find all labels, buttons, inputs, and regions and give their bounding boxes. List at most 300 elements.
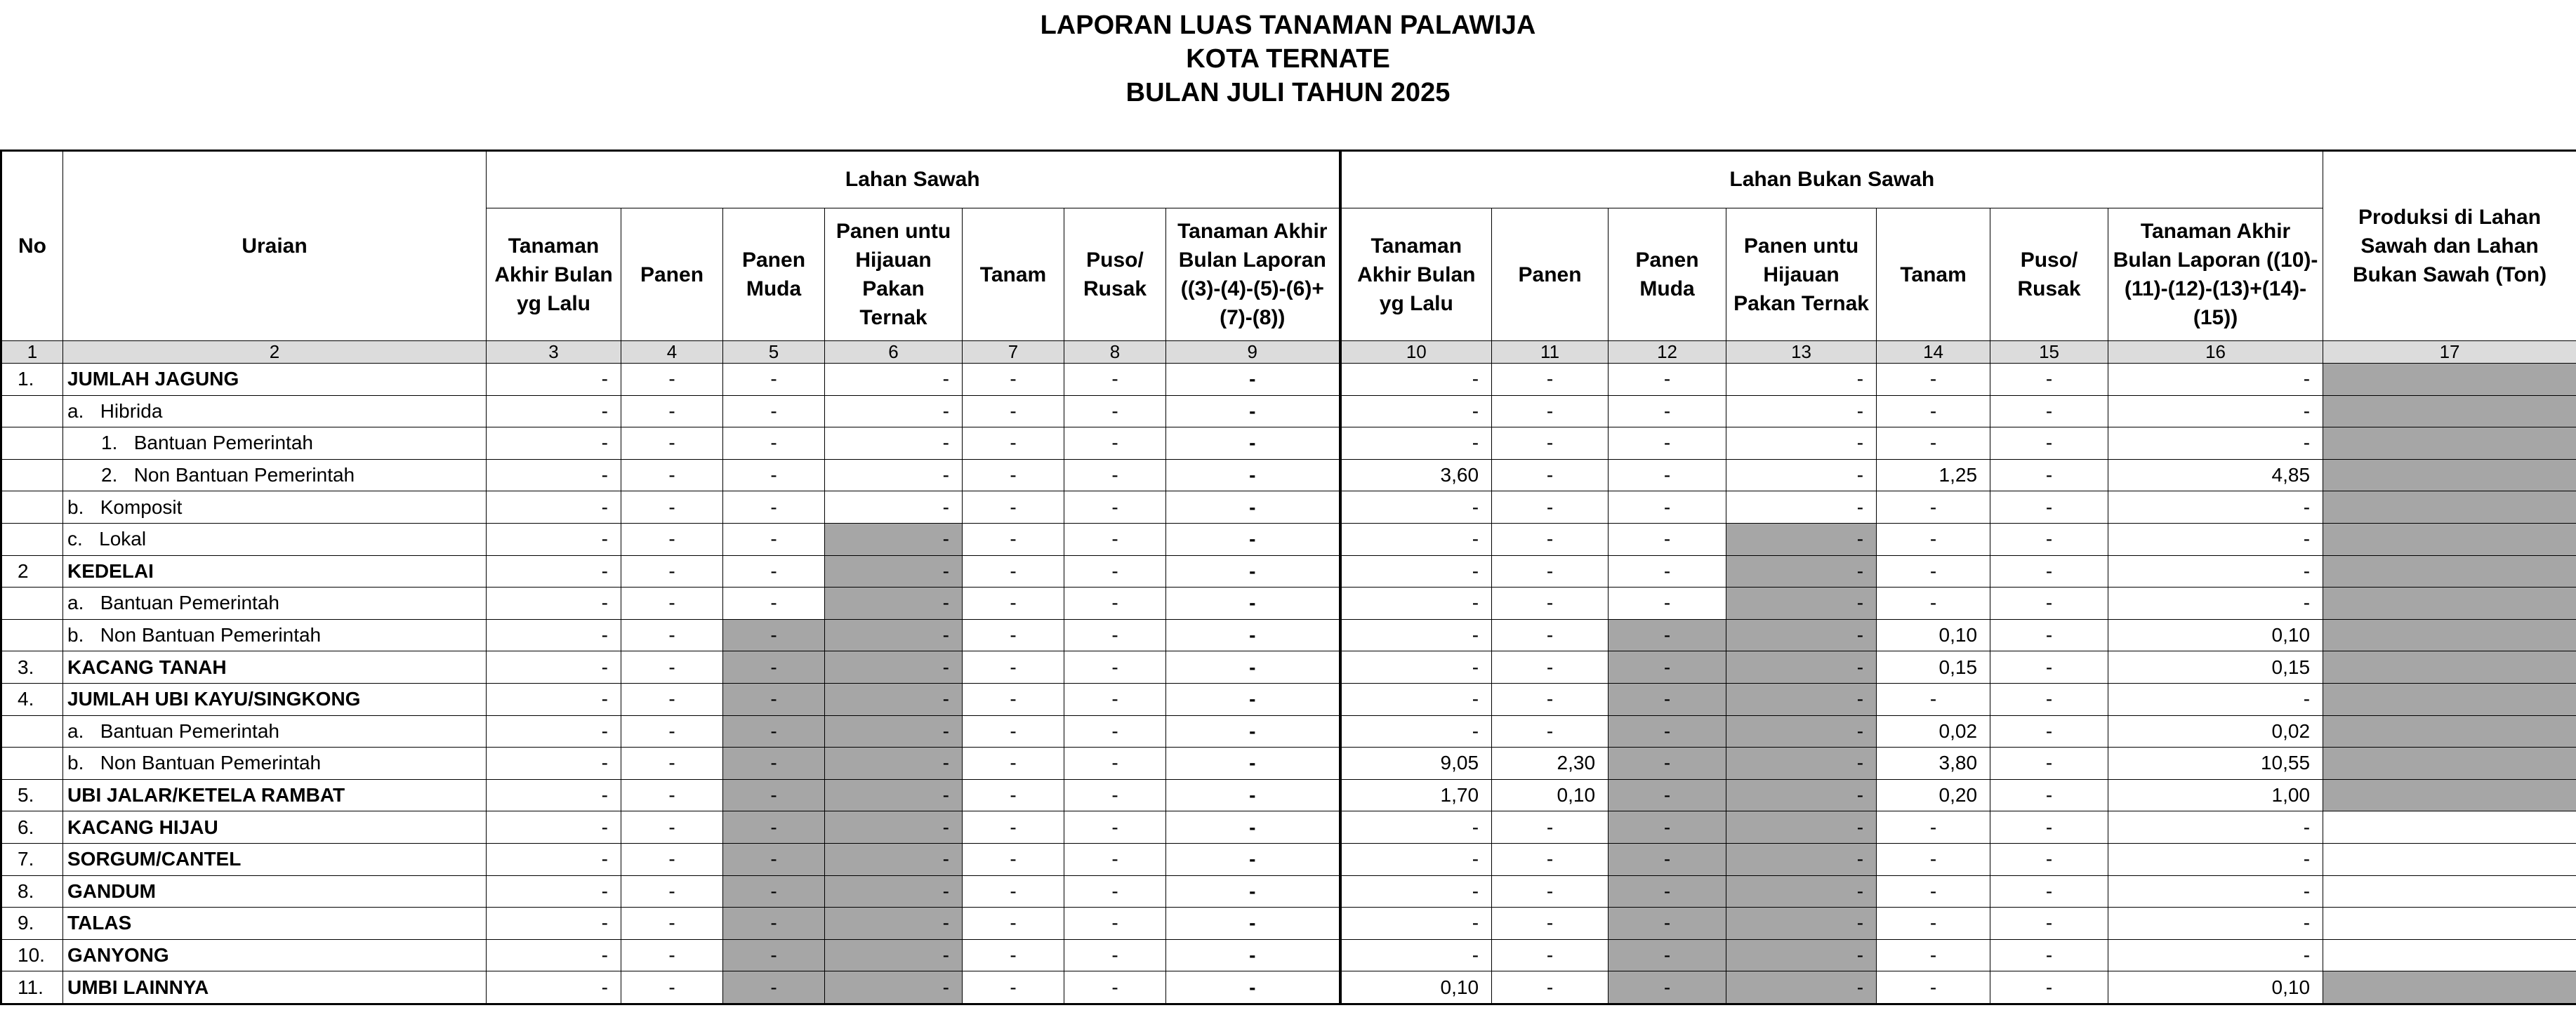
cell-col-9: - bbox=[1166, 683, 1340, 715]
cell-col-14: 0,15 bbox=[1877, 651, 1990, 684]
cell-col-11: - bbox=[1492, 908, 1609, 940]
cell-col-14: 0,10 bbox=[1877, 619, 1990, 651]
cell-col-14: - bbox=[1877, 939, 1990, 971]
row-number: 10. bbox=[1, 939, 63, 971]
cell-col-10: - bbox=[1340, 491, 1492, 524]
cell-col-4: - bbox=[621, 908, 723, 940]
cell-col-8: - bbox=[1064, 843, 1166, 875]
cell-col-4: - bbox=[621, 555, 723, 588]
table-row bbox=[1, 555, 2576, 588]
row-uraian: a. Bantuan Pemerintah bbox=[63, 588, 487, 620]
cell-col-10: - bbox=[1340, 588, 1492, 620]
header-sawah-col-7: Tanam bbox=[963, 208, 1064, 341]
cell-col-9: - bbox=[1166, 939, 1340, 971]
cell-col-15: - bbox=[1990, 619, 2108, 651]
header-sawah-col-8: Puso/ Rusak bbox=[1064, 208, 1166, 341]
cell-col-13: - bbox=[1726, 619, 1877, 651]
cell-col-10: - bbox=[1340, 427, 1492, 460]
cell-col-7: - bbox=[963, 908, 1064, 940]
cell-col-10: - bbox=[1340, 908, 1492, 940]
column-number-5: 5 bbox=[723, 341, 825, 364]
cell-col-16: 1,00 bbox=[2108, 779, 2323, 811]
table-row bbox=[1, 875, 2576, 908]
cell-col-6: - bbox=[825, 619, 963, 651]
table-row bbox=[1, 395, 2576, 427]
cell-col-11: - bbox=[1492, 459, 1609, 491]
cell-col-7: - bbox=[963, 651, 1064, 684]
cell-col-10: - bbox=[1340, 683, 1492, 715]
cell-col-3: - bbox=[487, 811, 621, 844]
header-sawah-col-6: Panen untu Hijauan Pakan Ternak bbox=[825, 208, 963, 341]
cell-col-16: - bbox=[2108, 395, 2323, 427]
cell-col-16: - bbox=[2108, 811, 2323, 844]
cell-col-8: - bbox=[1064, 779, 1166, 811]
table-row bbox=[1, 908, 2576, 940]
cell-col-3: - bbox=[487, 939, 621, 971]
cell-col-6: - bbox=[825, 908, 963, 940]
table-row bbox=[1, 364, 2576, 396]
row-number: 5. bbox=[1, 779, 63, 811]
cell-col-14: - bbox=[1877, 491, 1990, 524]
cell-col-14: - bbox=[1877, 683, 1990, 715]
cell-col-13: - bbox=[1726, 748, 1877, 780]
cell-col-4: - bbox=[621, 427, 723, 460]
cell-col-16: - bbox=[2108, 939, 2323, 971]
cell-col-3: - bbox=[487, 875, 621, 908]
cell-col-5: - bbox=[723, 875, 825, 908]
cell-col-16: - bbox=[2108, 908, 2323, 940]
cell-col-17 bbox=[2323, 555, 2576, 588]
cell-col-13: - bbox=[1726, 395, 1877, 427]
cell-col-9: - bbox=[1166, 908, 1340, 940]
cell-col-7: - bbox=[963, 555, 1064, 588]
cell-col-10: 1,70 bbox=[1340, 779, 1492, 811]
report-title-line-1: LAPORAN LUAS TANAMAN PALAWIJA bbox=[1040, 11, 1536, 40]
cell-col-13: - bbox=[1726, 555, 1877, 588]
cell-col-9: - bbox=[1166, 459, 1340, 491]
table-row bbox=[1, 779, 2576, 811]
row-number: 9. bbox=[1, 908, 63, 940]
cell-col-5: - bbox=[723, 908, 825, 940]
row-uraian: b. Komposit bbox=[63, 491, 487, 524]
cell-col-6: - bbox=[825, 459, 963, 491]
cell-col-10: - bbox=[1340, 364, 1492, 396]
cell-col-9: - bbox=[1166, 427, 1340, 460]
cell-col-13: - bbox=[1726, 491, 1877, 524]
cell-col-11: - bbox=[1492, 939, 1609, 971]
row-uraian: UBI JALAR/KETELA RAMBAT bbox=[63, 779, 487, 811]
cell-col-7: - bbox=[963, 779, 1064, 811]
cell-col-13: - bbox=[1726, 939, 1877, 971]
cell-col-8: - bbox=[1064, 715, 1166, 748]
cell-col-17 bbox=[2323, 875, 2576, 908]
cell-col-7: - bbox=[963, 811, 1064, 844]
row-number bbox=[1, 619, 63, 651]
row-uraian: JUMLAH JAGUNG bbox=[63, 364, 487, 396]
cell-col-8: - bbox=[1064, 619, 1166, 651]
cell-col-6: - bbox=[825, 779, 963, 811]
cell-col-12: - bbox=[1609, 715, 1726, 748]
cell-col-17 bbox=[2323, 523, 2576, 555]
cell-col-7: - bbox=[963, 748, 1064, 780]
cell-col-4: - bbox=[621, 395, 723, 427]
row-uraian: GANYONG bbox=[63, 939, 487, 971]
cell-col-15: - bbox=[1990, 491, 2108, 524]
cell-col-11: - bbox=[1492, 971, 1609, 1004]
cell-col-11: - bbox=[1492, 555, 1609, 588]
cell-col-17 bbox=[2323, 748, 2576, 780]
row-uraian: SORGUM/CANTEL bbox=[63, 843, 487, 875]
cell-col-4: - bbox=[621, 779, 723, 811]
cell-col-7: - bbox=[963, 619, 1064, 651]
column-number-7: 7 bbox=[963, 341, 1064, 364]
cell-col-8: - bbox=[1064, 395, 1166, 427]
cell-col-13: - bbox=[1726, 843, 1877, 875]
cell-col-13: - bbox=[1726, 459, 1877, 491]
cell-col-3: - bbox=[487, 427, 621, 460]
cell-col-10: - bbox=[1340, 843, 1492, 875]
cell-col-16: - bbox=[2108, 427, 2323, 460]
cell-col-4: - bbox=[621, 364, 723, 396]
row-uraian: GANDUM bbox=[63, 875, 487, 908]
header-bukan-sawah-col-14: Tanam bbox=[1877, 208, 1990, 341]
cell-col-5: - bbox=[723, 843, 825, 875]
header-bukan-sawah-col-15: Puso/ Rusak bbox=[1990, 208, 2108, 341]
table-row bbox=[1, 683, 2576, 715]
cell-col-4: - bbox=[621, 971, 723, 1004]
cell-col-4: - bbox=[621, 875, 723, 908]
cell-col-17 bbox=[2323, 971, 2576, 1004]
cell-col-6: - bbox=[825, 555, 963, 588]
cell-col-15: - bbox=[1990, 395, 2108, 427]
cell-col-8: - bbox=[1064, 588, 1166, 620]
cell-col-4: - bbox=[621, 748, 723, 780]
cell-col-5: - bbox=[723, 651, 825, 684]
cell-col-3: - bbox=[487, 588, 621, 620]
cell-col-5: - bbox=[723, 939, 825, 971]
cell-col-10: - bbox=[1340, 523, 1492, 555]
cell-col-5: - bbox=[723, 555, 825, 588]
cell-col-11: - bbox=[1492, 651, 1609, 684]
cell-col-7: - bbox=[963, 971, 1064, 1004]
cell-col-8: - bbox=[1064, 939, 1166, 971]
cell-col-15: - bbox=[1990, 843, 2108, 875]
cell-col-17 bbox=[2323, 459, 2576, 491]
cell-col-17 bbox=[2323, 715, 2576, 748]
table-row bbox=[1, 588, 2576, 620]
cell-col-6: - bbox=[825, 683, 963, 715]
cell-col-3: - bbox=[487, 748, 621, 780]
row-uraian: b. Non Bantuan Pemerintah bbox=[63, 619, 487, 651]
row-uraian: JUMLAH UBI KAYU/SINGKONG bbox=[63, 683, 487, 715]
row-uraian: 2. Non Bantuan Pemerintah bbox=[63, 459, 487, 491]
cell-col-6: - bbox=[825, 491, 963, 524]
cell-col-17 bbox=[2323, 651, 2576, 684]
cell-col-14: - bbox=[1877, 843, 1990, 875]
cell-col-4: - bbox=[621, 588, 723, 620]
table-row bbox=[1, 427, 2576, 460]
table-row bbox=[1, 651, 2576, 684]
cell-col-9: - bbox=[1166, 364, 1340, 396]
cell-col-12: - bbox=[1609, 523, 1726, 555]
cell-col-9: - bbox=[1166, 971, 1340, 1004]
cell-col-7: - bbox=[963, 715, 1064, 748]
cell-col-3: - bbox=[487, 908, 621, 940]
cell-col-4: - bbox=[621, 843, 723, 875]
cell-col-15: - bbox=[1990, 908, 2108, 940]
row-uraian: UMBI LAINNYA bbox=[63, 971, 487, 1004]
cell-col-12: - bbox=[1609, 843, 1726, 875]
cell-col-12: - bbox=[1609, 651, 1726, 684]
palawija-report-table bbox=[0, 150, 2576, 1005]
cell-col-9: - bbox=[1166, 555, 1340, 588]
cell-col-12: - bbox=[1609, 459, 1726, 491]
cell-col-14: 3,80 bbox=[1877, 748, 1990, 780]
cell-col-3: - bbox=[487, 619, 621, 651]
cell-col-5: - bbox=[723, 715, 825, 748]
cell-col-8: - bbox=[1064, 459, 1166, 491]
cell-col-10: 3,60 bbox=[1340, 459, 1492, 491]
cell-col-15: - bbox=[1990, 523, 2108, 555]
header-bukan-sawah-col-12: Panen Muda bbox=[1609, 208, 1726, 341]
cell-col-15: - bbox=[1990, 971, 2108, 1004]
cell-col-8: - bbox=[1064, 364, 1166, 396]
cell-col-15: - bbox=[1990, 875, 2108, 908]
cell-col-14: - bbox=[1877, 971, 1990, 1004]
cell-col-6: - bbox=[825, 843, 963, 875]
column-number-6: 6 bbox=[825, 341, 963, 364]
cell-col-12: - bbox=[1609, 619, 1726, 651]
cell-col-13: - bbox=[1726, 908, 1877, 940]
cell-col-17 bbox=[2323, 395, 2576, 427]
cell-col-11: - bbox=[1492, 843, 1609, 875]
cell-col-11: 2,30 bbox=[1492, 748, 1609, 780]
cell-col-13: - bbox=[1726, 971, 1877, 1004]
cell-col-12: - bbox=[1609, 491, 1726, 524]
row-uraian: KACANG HIJAU bbox=[63, 811, 487, 844]
cell-col-11: - bbox=[1492, 619, 1609, 651]
cell-col-15: - bbox=[1990, 748, 2108, 780]
cell-col-7: - bbox=[963, 939, 1064, 971]
cell-col-15: - bbox=[1990, 588, 2108, 620]
table-row bbox=[1, 939, 2576, 971]
row-number: 2 bbox=[1, 555, 63, 588]
cell-col-14: - bbox=[1877, 908, 1990, 940]
report-title-block bbox=[0, 8, 2576, 109]
cell-col-5: - bbox=[723, 427, 825, 460]
cell-col-9: - bbox=[1166, 491, 1340, 524]
cell-col-3: - bbox=[487, 683, 621, 715]
cell-col-6: - bbox=[825, 971, 963, 1004]
cell-col-15: - bbox=[1990, 779, 2108, 811]
row-number: 4. bbox=[1, 683, 63, 715]
cell-col-7: - bbox=[963, 683, 1064, 715]
row-number: 11. bbox=[1, 971, 63, 1004]
row-number bbox=[1, 427, 63, 460]
table-row bbox=[1, 843, 2576, 875]
cell-col-12: - bbox=[1609, 971, 1726, 1004]
header-bukan-sawah-col-10: Tanaman Akhir Bulan yg Lalu bbox=[1340, 208, 1492, 341]
cell-col-8: - bbox=[1064, 748, 1166, 780]
header-produksi: Produksi di Lahan Sawah dan Lahan Bukan Sawah (Ton) bbox=[2323, 151, 2576, 341]
row-number: 8. bbox=[1, 875, 63, 908]
cell-col-15: - bbox=[1990, 651, 2108, 684]
cell-col-3: - bbox=[487, 715, 621, 748]
cell-col-15: - bbox=[1990, 427, 2108, 460]
cell-col-9: - bbox=[1166, 875, 1340, 908]
row-number bbox=[1, 459, 63, 491]
cell-col-6: - bbox=[825, 395, 963, 427]
cell-col-6: - bbox=[825, 523, 963, 555]
cell-col-5: - bbox=[723, 619, 825, 651]
cell-col-11: - bbox=[1492, 683, 1609, 715]
cell-col-14: - bbox=[1877, 811, 1990, 844]
cell-col-3: - bbox=[487, 364, 621, 396]
cell-col-9: - bbox=[1166, 748, 1340, 780]
cell-col-7: - bbox=[963, 588, 1064, 620]
cell-col-6: - bbox=[825, 811, 963, 844]
cell-col-16: - bbox=[2108, 491, 2323, 524]
cell-col-17 bbox=[2323, 491, 2576, 524]
cell-col-6: - bbox=[825, 748, 963, 780]
cell-col-12: - bbox=[1609, 364, 1726, 396]
header-bukan-sawah-col-16: Tanaman Akhir Bulan Laporan ((10)-(11)-(12)-(13)+(14)-(15)) bbox=[2108, 208, 2323, 341]
cell-col-13: - bbox=[1726, 811, 1877, 844]
cell-col-3: - bbox=[487, 779, 621, 811]
cell-col-4: - bbox=[621, 683, 723, 715]
cell-col-9: - bbox=[1166, 811, 1340, 844]
column-number-2: 2 bbox=[63, 341, 487, 364]
cell-col-16: 0,15 bbox=[2108, 651, 2323, 684]
column-number-16: 16 bbox=[2108, 341, 2323, 364]
cell-col-5: - bbox=[723, 395, 825, 427]
cell-col-16: 10,55 bbox=[2108, 748, 2323, 780]
cell-col-12: - bbox=[1609, 811, 1726, 844]
table-row bbox=[1, 459, 2576, 491]
cell-col-5: - bbox=[723, 491, 825, 524]
cell-col-10: - bbox=[1340, 939, 1492, 971]
cell-col-15: - bbox=[1990, 555, 2108, 588]
cell-col-9: - bbox=[1166, 843, 1340, 875]
cell-col-16: 0,02 bbox=[2108, 715, 2323, 748]
cell-col-7: - bbox=[963, 459, 1064, 491]
cell-col-17 bbox=[2323, 683, 2576, 715]
cell-col-5: - bbox=[723, 683, 825, 715]
cell-col-16: - bbox=[2108, 683, 2323, 715]
cell-col-5: - bbox=[723, 364, 825, 396]
cell-col-17 bbox=[2323, 908, 2576, 940]
cell-col-8: - bbox=[1064, 427, 1166, 460]
header-bukan-sawah-col-11: Panen bbox=[1492, 208, 1609, 341]
cell-col-11: - bbox=[1492, 491, 1609, 524]
column-number-14: 14 bbox=[1877, 341, 1990, 364]
column-number-11: 11 bbox=[1492, 341, 1609, 364]
cell-col-4: - bbox=[621, 811, 723, 844]
cell-col-9: - bbox=[1166, 619, 1340, 651]
cell-col-5: - bbox=[723, 779, 825, 811]
row-number bbox=[1, 395, 63, 427]
header-sawah-col-4: Panen bbox=[621, 208, 723, 341]
cell-col-17 bbox=[2323, 364, 2576, 396]
cell-col-9: - bbox=[1166, 779, 1340, 811]
cell-col-5: - bbox=[723, 459, 825, 491]
cell-col-16: 0,10 bbox=[2108, 971, 2323, 1004]
cell-col-13: - bbox=[1726, 427, 1877, 460]
row-number bbox=[1, 748, 63, 780]
row-number: 1. bbox=[1, 364, 63, 396]
cell-col-16: - bbox=[2108, 588, 2323, 620]
cell-col-3: - bbox=[487, 395, 621, 427]
cell-col-5: - bbox=[723, 523, 825, 555]
cell-col-9: - bbox=[1166, 395, 1340, 427]
cell-col-16: - bbox=[2108, 875, 2323, 908]
cell-col-12: - bbox=[1609, 875, 1726, 908]
cell-col-13: - bbox=[1726, 683, 1877, 715]
cell-col-4: - bbox=[621, 939, 723, 971]
cell-col-4: - bbox=[621, 523, 723, 555]
cell-col-13: - bbox=[1726, 779, 1877, 811]
cell-col-7: - bbox=[963, 395, 1064, 427]
cell-col-10: - bbox=[1340, 811, 1492, 844]
cell-col-8: - bbox=[1064, 971, 1166, 1004]
cell-col-11: - bbox=[1492, 395, 1609, 427]
row-uraian: 1. Bantuan Pemerintah bbox=[63, 427, 487, 460]
cell-col-10: 0,10 bbox=[1340, 971, 1492, 1004]
cell-col-6: - bbox=[825, 588, 963, 620]
cell-col-7: - bbox=[963, 364, 1064, 396]
cell-col-15: - bbox=[1990, 715, 2108, 748]
cell-col-17 bbox=[2323, 619, 2576, 651]
row-number bbox=[1, 588, 63, 620]
cell-col-10: 9,05 bbox=[1340, 748, 1492, 780]
column-number-3: 3 bbox=[487, 341, 621, 364]
cell-col-3: - bbox=[487, 843, 621, 875]
column-number-4: 4 bbox=[621, 341, 723, 364]
column-number-15: 15 bbox=[1990, 341, 2108, 364]
cell-col-15: - bbox=[1990, 811, 2108, 844]
table-row bbox=[1, 491, 2576, 524]
cell-col-12: - bbox=[1609, 555, 1726, 588]
cell-col-13: - bbox=[1726, 715, 1877, 748]
table-row bbox=[1, 715, 2576, 748]
header-uraian: Uraian bbox=[63, 151, 487, 341]
cell-col-12: - bbox=[1609, 908, 1726, 940]
row-uraian: KEDELAI bbox=[63, 555, 487, 588]
report-title-line-2: KOTA TERNATE bbox=[1186, 44, 1390, 74]
cell-col-6: - bbox=[825, 651, 963, 684]
cell-col-6: - bbox=[825, 715, 963, 748]
cell-col-3: - bbox=[487, 971, 621, 1004]
row-number: 6. bbox=[1, 811, 63, 844]
cell-col-3: - bbox=[487, 555, 621, 588]
row-uraian: a. Bantuan Pemerintah bbox=[63, 715, 487, 748]
cell-col-15: - bbox=[1990, 939, 2108, 971]
cell-col-4: - bbox=[621, 715, 723, 748]
cell-col-8: - bbox=[1064, 491, 1166, 524]
cell-col-9: - bbox=[1166, 715, 1340, 748]
cell-col-5: - bbox=[723, 588, 825, 620]
cell-col-12: - bbox=[1609, 939, 1726, 971]
cell-col-10: - bbox=[1340, 651, 1492, 684]
cell-col-14: - bbox=[1877, 427, 1990, 460]
cell-col-12: - bbox=[1609, 748, 1726, 780]
cell-col-5: - bbox=[723, 811, 825, 844]
cell-col-14: - bbox=[1877, 588, 1990, 620]
cell-col-10: - bbox=[1340, 555, 1492, 588]
cell-col-7: - bbox=[963, 523, 1064, 555]
cell-col-15: - bbox=[1990, 683, 2108, 715]
cell-col-9: - bbox=[1166, 588, 1340, 620]
